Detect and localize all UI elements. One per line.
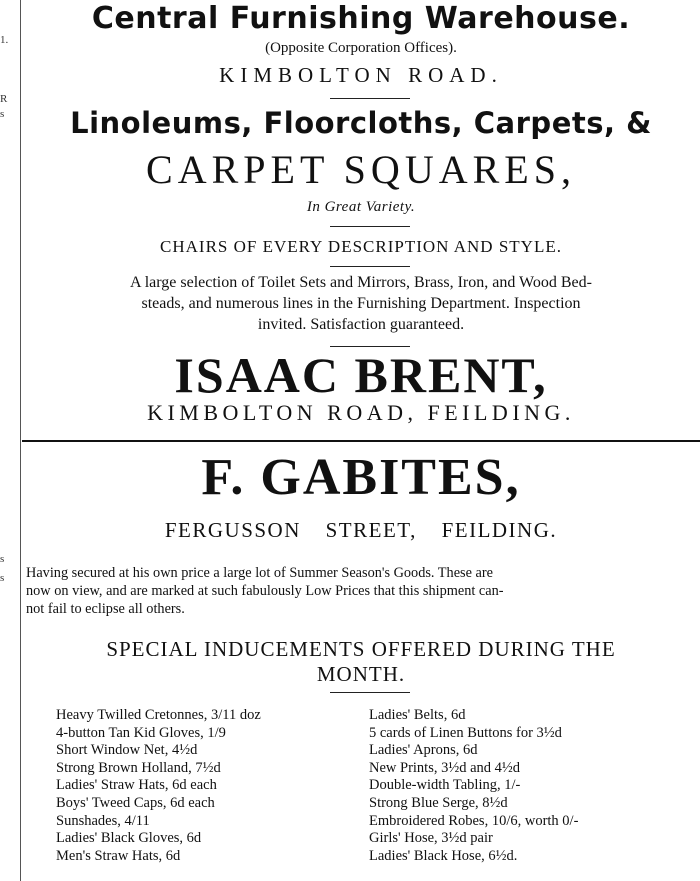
list-item: Strong Blue Serge, 8½d: [369, 794, 508, 811]
list-item: Ladies' Aprons, 6d: [369, 742, 478, 759]
divider: [330, 266, 410, 267]
list-item: Boys' Tweed Caps, 6d each: [56, 794, 215, 811]
furnishing-description-line: steads, and numerous lines in the Furnishing Department. Inspection: [141, 295, 581, 312]
column-margin-rule: [20, 0, 21, 881]
carpet-squares-heading: CARPET SQUARES,: [146, 147, 576, 192]
proprietor-address: KIMBOLTON ROAD, FEILDING.: [147, 400, 575, 425]
margin-fragment: s: [0, 572, 5, 584]
list-item: Men's Straw Hats, 6d: [56, 847, 181, 864]
list-item: Embroidered Robes, 10/6, worth 0/-: [369, 812, 579, 829]
advertisement-separator: [22, 440, 700, 442]
list-item: Girls' Hose, 3½d pair: [369, 830, 493, 847]
merchant-name: F. GABITES,: [201, 449, 521, 506]
variety-note: In Great Variety.: [306, 199, 416, 215]
list-item: Heavy Twilled Cretonnes, 3/11 doz: [56, 707, 261, 723]
warehouse-subtitle: (Opposite Corporation Offices).: [265, 40, 457, 56]
list-item: 4-button Tan Kid Gloves, 1/9: [56, 724, 226, 741]
sale-description-line: Having secured at his own price a large lot of Summer Season's Goods. These are: [26, 565, 493, 581]
proprietor-name: ISAAC BRENT,: [174, 347, 548, 403]
list-item: New Prints, 3½d and 4½d: [369, 759, 521, 776]
margin-fragment: 1.: [0, 34, 9, 46]
sale-description-line: not fail to eclipse all others.: [26, 601, 185, 617]
furnishing-description-line: A large selection of Toilet Sets and Mirrors, Brass, Iron, and Wood Bed-: [130, 274, 592, 291]
chairs-line: CHAIRS OF EVERY DESCRIPTION AND STYLE.: [160, 237, 562, 256]
sale-description-line: now on view, and are marked at such fabulously Low Prices that this shipment can-: [26, 583, 504, 599]
merchant-street: FERGUSSON STREET, FEILDING.: [164, 518, 558, 542]
divider: [330, 98, 410, 99]
list-item: Ladies' Black Hose, 6½d.: [369, 847, 518, 864]
goods-headline: Linoleums, Floorcloths, Carpets, &: [70, 106, 652, 140]
goods-list-left: [56, 707, 261, 865]
warehouse-address: KIMBOLTON ROAD.: [219, 63, 503, 87]
goods-list-right: [369, 707, 578, 865]
margin-fragment: s: [0, 553, 5, 565]
list-item: Ladies' Black Gloves, 6d: [56, 830, 202, 847]
list-item: Short Window Net, 4½d: [56, 742, 198, 759]
list-item: 5 cards of Linen Buttons for 3½d: [369, 724, 562, 741]
margin-fragment: R: [0, 93, 8, 105]
furnishing-description-line: invited. Satisfaction guaranteed.: [257, 316, 465, 333]
divider: [330, 226, 410, 227]
divider: [330, 692, 410, 693]
list-item: Ladies' Belts, 6d: [369, 707, 466, 723]
margin-fragment: s: [0, 108, 5, 120]
list-item: Sunshades, 4/11: [56, 812, 150, 829]
special-inducements-heading: SPECIAL INDUCEMENTS OFFERED DURING THE: [106, 637, 616, 661]
list-item: Ladies' Straw Hats, 6d each: [56, 777, 217, 794]
special-inducements-heading-cont: MONTH.: [316, 662, 406, 686]
list-item: Strong Brown Holland, 7½d: [56, 759, 221, 776]
warehouse-title: Central Furnishing Warehouse.: [91, 1, 631, 36]
list-item: Double-width Tabling, 1/-: [369, 777, 521, 794]
